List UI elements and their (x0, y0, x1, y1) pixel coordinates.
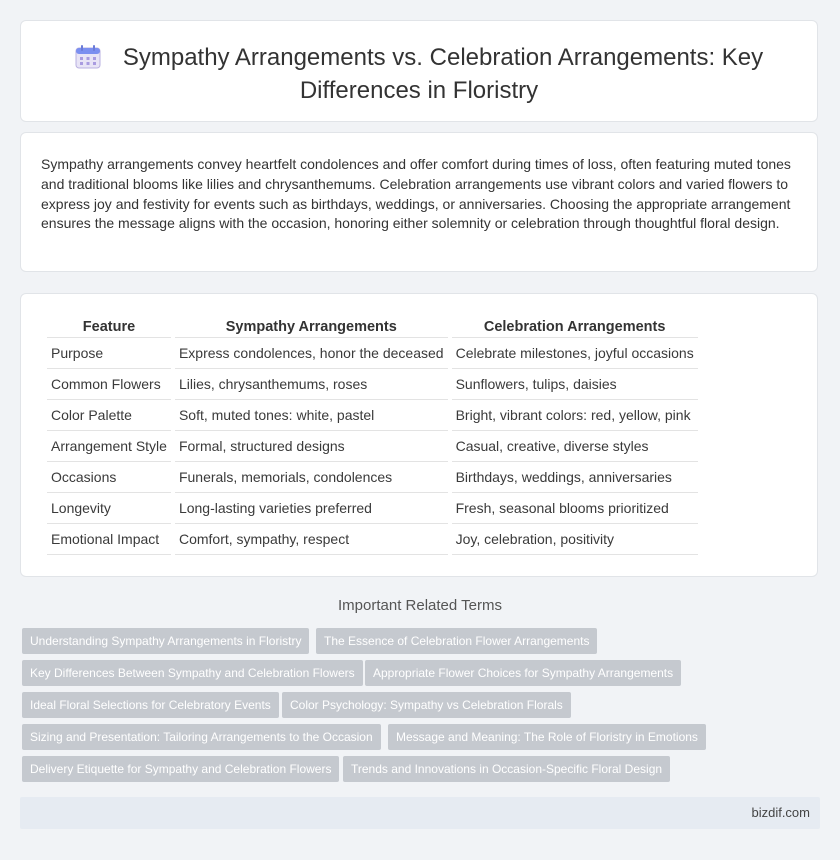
related-tag[interactable]: The Essence of Celebration Flower Arrangements (316, 628, 597, 654)
header-sympathy: Sympathy Arrangements (175, 316, 448, 338)
sympathy-cell: Express condolences, honor the deceased (175, 338, 448, 369)
table-row (47, 369, 698, 400)
table-row (47, 524, 698, 555)
feature-cell: Arrangement Style (47, 431, 171, 462)
sympathy-cell: Lilies, chrysanthemums, roses (175, 369, 448, 400)
table-header-row (47, 316, 698, 338)
table-row (47, 431, 698, 462)
footer-brand[interactable]: bizdif.com (751, 805, 810, 820)
sympathy-cell: Comfort, sympathy, respect (175, 524, 448, 555)
header-feature: Feature (47, 316, 171, 338)
related-tag[interactable]: Color Psychology: Sympathy vs Celebration Florals (282, 692, 571, 718)
related-tag[interactable]: Appropriate Flower Choices for Sympathy Arrangements (365, 660, 681, 686)
comparison-card (20, 293, 818, 577)
table-row (47, 400, 698, 431)
related-tag[interactable]: Message and Meaning: The Role of Floristry in Emotions (388, 724, 706, 750)
page-title (21, 43, 817, 105)
related-tag[interactable]: Ideal Floral Selections for Celebratory Events (22, 692, 279, 718)
sympathy-cell: Funerals, memorials, condolences (175, 462, 448, 493)
feature-cell: Longevity (47, 493, 171, 524)
table-row (47, 462, 698, 493)
feature-cell: Common Flowers (47, 369, 171, 400)
celebration-cell: Joy, celebration, positivity (452, 524, 698, 555)
related-tag[interactable]: Understanding Sympathy Arrangements in Floristry (22, 628, 309, 654)
celebration-cell: Bright, vibrant colors: red, yellow, pink (452, 400, 698, 431)
celebration-cell: Sunflowers, tulips, daisies (452, 369, 698, 400)
feature-cell: Purpose (47, 338, 171, 369)
summary-card (20, 132, 818, 272)
related-tag[interactable]: Trends and Innovations in Occasion-Specific Floral Design (343, 756, 670, 782)
title-line-1: Sympathy Arrangements vs. Celebration Arrangements: Key (122, 44, 764, 71)
related-tag[interactable]: Sizing and Presentation: Tailoring Arrangements to the Occasion (22, 724, 381, 750)
calendar-icon (75, 45, 101, 76)
related-tag[interactable]: Delivery Etiquette for Sympathy and Celebration Flowers (22, 756, 339, 782)
sympathy-cell: Soft, muted tones: white, pastel (175, 400, 448, 431)
related-tag[interactable]: Key Differences Between Sympathy and Celebration Flowers (22, 660, 363, 686)
header-celebration: Celebration Arrangements (452, 316, 698, 338)
celebration-cell: Celebrate milestones, joyful occasions (452, 338, 698, 369)
related-terms-title: Important Related Terms (338, 597, 502, 614)
summary-text: Sympathy arrangements convey heartfelt condolences and offer comfort during times of loss, often featuring muted tones and traditional blooms like lilies and chrysanthemums. Celebration arrangements use vibrant colors and varied flowers to express joy and festivity for events such as birthdays, weddings, or anniversaries. Choosing the appropriate arrangement ensures the message aligns with the occasion, honoring either solemnity or celebration through thoughtful floral design. (41, 156, 791, 232)
title-card (20, 20, 818, 122)
title-line-2: Differences in Floristry (299, 77, 539, 104)
feature-cell: Occasions (47, 462, 171, 493)
feature-cell: Color Palette (47, 400, 171, 431)
table-row (47, 493, 698, 524)
footer (20, 797, 820, 829)
celebration-cell: Fresh, seasonal blooms prioritized (452, 493, 698, 524)
comparison-table (43, 316, 702, 555)
feature-cell: Emotional Impact (47, 524, 171, 555)
sympathy-cell: Long-lasting varieties preferred (175, 493, 448, 524)
celebration-cell: Casual, creative, diverse styles (452, 431, 698, 462)
table-row (47, 338, 698, 369)
celebration-cell: Birthdays, weddings, anniversaries (452, 462, 698, 493)
sympathy-cell: Formal, structured designs (175, 431, 448, 462)
